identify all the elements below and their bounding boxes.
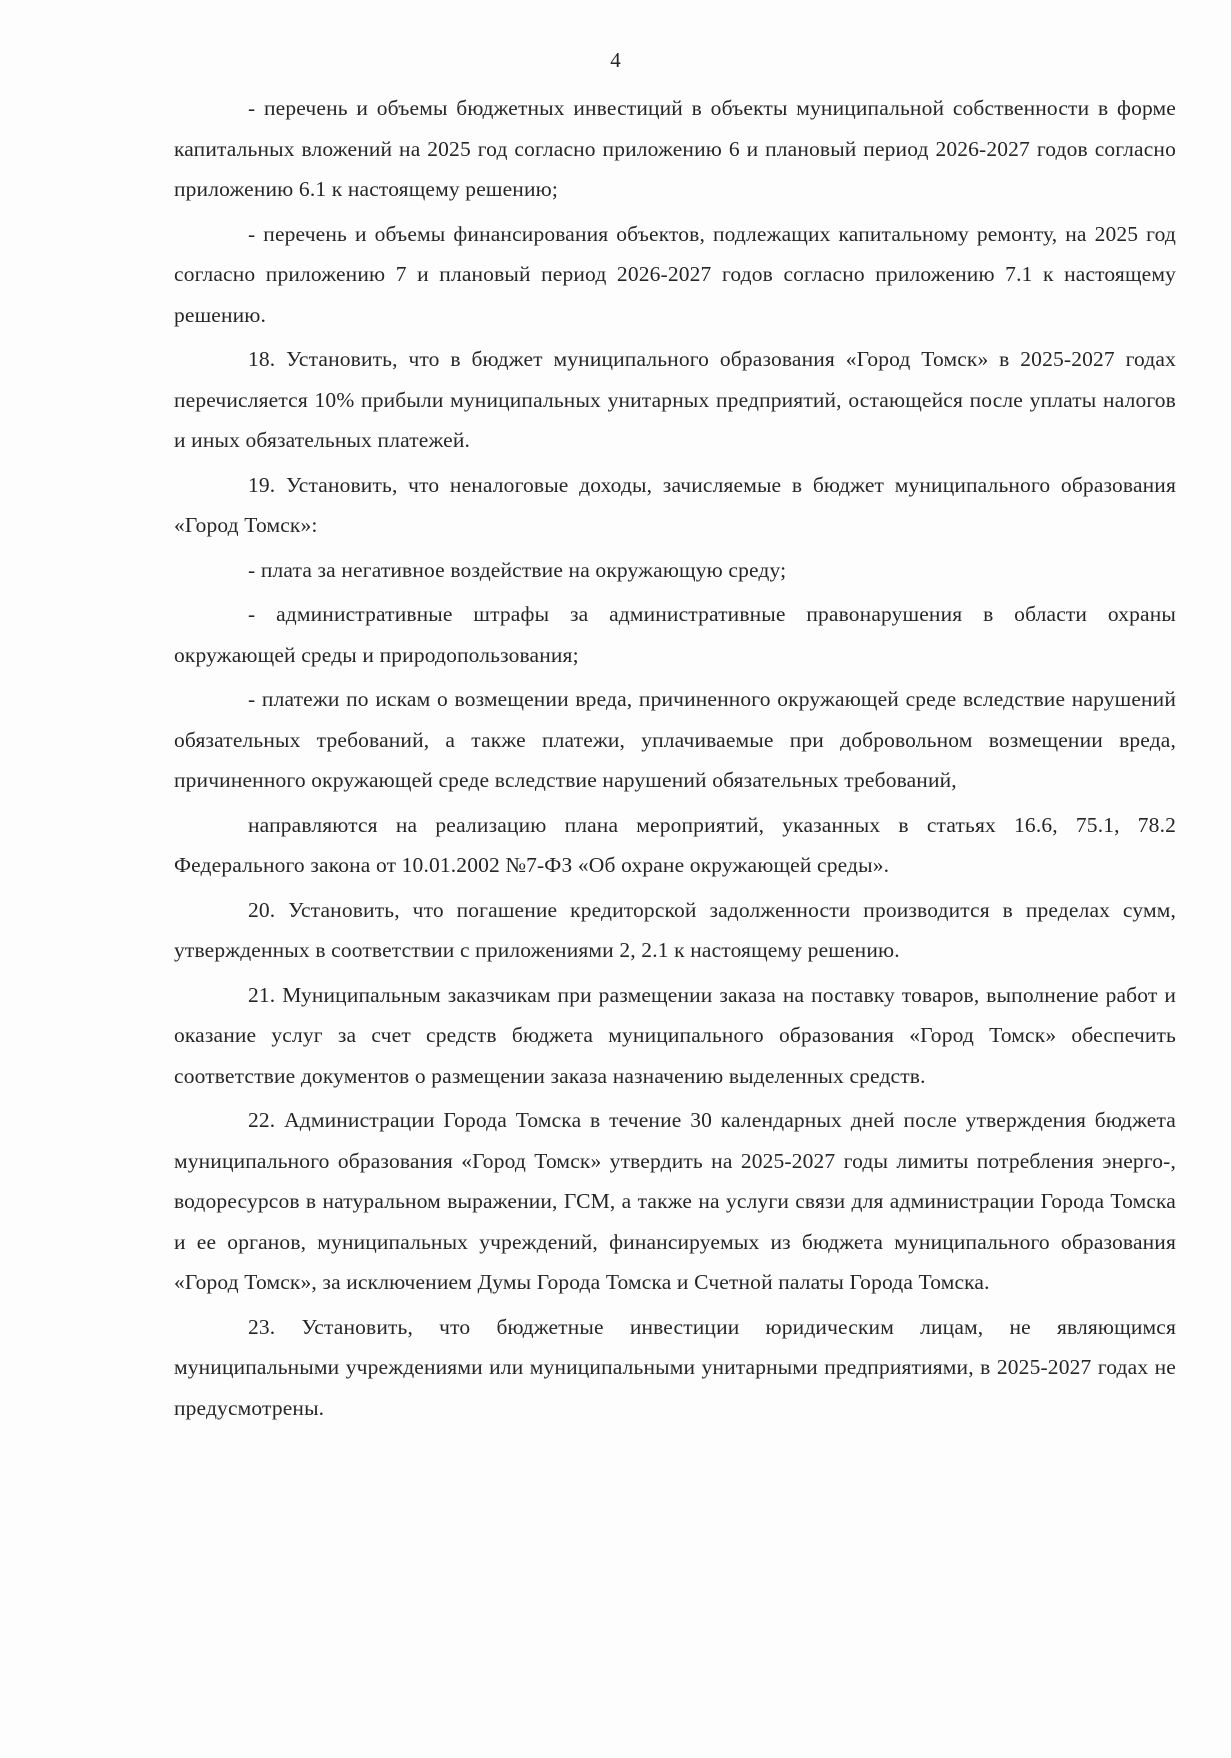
paragraph-clause-23: 23. Установить, что бюджетные инвестиции юридическим лицам, не являющимся муниципальными учреждениями или муниципальными унитарными предприятиями, в 2025-2027 годах не предусмотрены. bbox=[174, 1314, 1176, 1420]
paragraph-clause-19: 19. Установить, что неналоговые доходы, зачисляемые в бюджет муниципального образования «Город Томск»: bbox=[174, 472, 1176, 537]
paragraph-clause-21: 21. Муниципальным заказчикам при размещении заказа на поставку товаров, выполнение работ и оказание услуг за счет средств бюджета муниципального образования «Город Томск» обеспечить соответствие документов о размещении заказа назначению выделенных средств. bbox=[174, 982, 1176, 1088]
paragraph-clause-22: 22. Администрации Города Томска в течение 30 календарных дней после утверждения бюджета муниципального образования «Город Томск» утвердить на 2025-2027 годы лимиты потребления энерго-, водоресурсов в натуральном выражении, ГСМ, а также на услуги связи для администрации Города Томска и ее органов, муниципальных учреждений, финансируемых из бюджета муниципального образования «Город Томск», за исключением Думы Города Томска и Счетной палаты Города Томска. bbox=[174, 1108, 1176, 1294]
paragraph-capital-repair-list: - перечень и объемы финансирования объектов, подлежащих капитальному ремонту, на 2025 год согласно приложению 7 и плановый период 2026-2027 годов согласно приложению 7.1 к настоящему решению. bbox=[174, 221, 1176, 327]
paragraph-clause-19-item-1: - плата за негативное воздействие на окружающую среду; bbox=[248, 557, 787, 582]
paragraph-clause-19-conclusion: направляются на реализацию плана мероприятий, указанных в статьях 16.6, 75.1, 78.2 Федерального закона от 10.01.2002 №7-ФЗ «Об охране окружающей среды». bbox=[174, 812, 1176, 877]
document-body bbox=[174, 88, 1176, 1432]
paragraph-investments-list: - перечень и объемы бюджетных инвестиций в объекты муниципальной собственности в форме капитальных вложений на 2025 год согласно приложению 6 и плановый период 2026-2027 годов согласно приложению 6.1 к настоящему решению; bbox=[174, 96, 1176, 201]
page-number: 4 bbox=[610, 48, 621, 72]
paragraph-clause-19-item-2: - административные штрафы за административные правонарушения в области охраны окружающей среды и природопользования; bbox=[174, 602, 1176, 667]
paragraph-clause-19-item-3: - платежи по искам о возмещении вреда, причиненного окружающей среде вследствие нарушений обязательных требований, а также платежи, уплачиваемые при добровольном возмещении вреда, причиненного окружающей среде вследствие нарушений обязательных требований, bbox=[174, 687, 1176, 792]
paragraph-clause-18: 18. Установить, что в бюджет муниципального образования «Город Томск» в 2025-2027 годах перечисляется 10% прибыли муниципальных унитарных предприятий, остающейся после уплаты налогов и иных обязательных платежей. bbox=[174, 347, 1176, 452]
paragraph-clause-20: 20. Установить, что погашение кредиторской задолженности производится в пределах сумм, утвержденных в соответствии с приложениями 2, 2.1 к настоящему решению. bbox=[174, 897, 1176, 962]
